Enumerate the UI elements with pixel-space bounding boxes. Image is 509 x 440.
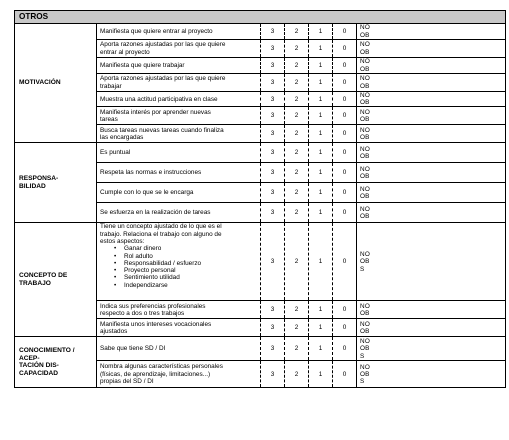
not-observed-option[interactable]	[357, 74, 506, 92]
score-option-2[interactable]: 2	[285, 74, 309, 92]
not-observed-option[interactable]	[357, 337, 506, 361]
score-option-0[interactable]: 0	[333, 319, 357, 337]
not-observed-line: NO	[360, 338, 370, 346]
category-label	[15, 337, 97, 388]
not-observed-line: NO	[360, 320, 370, 328]
aspect-list	[100, 245, 258, 289]
not-observed-option[interactable]	[357, 361, 506, 388]
not-observed-line: NO	[360, 92, 370, 99]
score-option-1[interactable]: 1	[309, 361, 333, 388]
category-label-line: TACIÓN DIS-	[19, 362, 59, 370]
not-observed-line: NO	[360, 165, 370, 173]
item-row	[15, 143, 506, 163]
item-description	[97, 74, 261, 92]
not-observed-option[interactable]	[357, 107, 506, 125]
not-observed-line: NO	[360, 251, 370, 259]
score-option-2[interactable]: 2	[285, 92, 309, 107]
not-observed-line: NO	[360, 363, 370, 371]
score-option-1[interactable]: 1	[309, 203, 333, 223]
score-option-0[interactable]: 0	[333, 40, 357, 58]
score-option-3[interactable]: 3	[261, 301, 285, 319]
item-description	[97, 40, 261, 58]
not-observed-line: OB	[360, 31, 370, 39]
score-option-2[interactable]: 2	[285, 319, 309, 337]
category-label-line: CONOCIMIENTO /	[19, 347, 75, 355]
not-observed-line: S	[360, 265, 365, 273]
score-option-0[interactable]: 0	[333, 301, 357, 319]
not-observed-line: NO	[360, 75, 370, 83]
item-text-line: estos aspectos:	[100, 238, 145, 245]
not-observed-option[interactable]	[357, 183, 506, 203]
not-observed-line: S	[360, 352, 365, 360]
item-text-line: Tiene un concepto ajustado de lo que es el	[100, 223, 222, 231]
score-option-3[interactable]: 3	[261, 337, 285, 361]
evaluation-sheet	[14, 10, 505, 388]
aspect-list-item: • Proyecto personal	[124, 267, 258, 274]
category-label-line: ACEP-	[19, 354, 40, 362]
item-text-line: Respeta las normas e instrucciones	[100, 169, 202, 177]
score-option-0[interactable]: 0	[333, 24, 357, 40]
item-description	[97, 163, 261, 183]
item-text-line: (físicas, de aprendizaje, limitaciones...)	[100, 370, 211, 378]
score-option-1[interactable]: 1	[309, 223, 333, 301]
category-label-line: CAPACIDAD	[19, 370, 59, 377]
score-option-0[interactable]: 0	[333, 203, 357, 223]
score-option-3[interactable]: 3	[261, 58, 285, 74]
score-option-2[interactable]: 2	[285, 40, 309, 58]
score-option-3[interactable]: 3	[261, 183, 285, 203]
item-text-line: Aporta razones ajustadas por las que quiere	[100, 41, 226, 49]
item-description	[97, 107, 261, 125]
item-row	[15, 24, 506, 40]
category-label-line: CONCEPTO DE	[19, 272, 68, 280]
score-option-1[interactable]: 1	[309, 74, 333, 92]
item-text-line: Manifiesta que quiere trabajar	[100, 61, 185, 69]
item-text-line: Aporta razones ajustadas por las que quiere	[100, 75, 226, 83]
not-observed-line: OB	[360, 133, 370, 141]
score-option-0[interactable]: 0	[333, 92, 357, 107]
item-row	[15, 337, 506, 361]
item-text-line: ajustados	[100, 327, 128, 335]
not-observed-line: OB	[360, 65, 370, 73]
score-option-2[interactable]: 2	[285, 203, 309, 223]
not-observed-option[interactable]	[357, 203, 506, 223]
category-label	[15, 24, 97, 143]
score-option-3[interactable]: 3	[261, 163, 285, 183]
not-observed-line: NO	[360, 126, 370, 134]
not-observed-option[interactable]	[357, 163, 506, 183]
score-option-3[interactable]: 3	[261, 143, 285, 163]
score-option-1[interactable]: 1	[309, 92, 333, 107]
category-label-line: RESPONSA-	[19, 175, 59, 183]
score-option-1[interactable]: 1	[309, 125, 333, 143]
score-option-3[interactable]: 3	[261, 125, 285, 143]
score-option-3[interactable]: 3	[261, 107, 285, 125]
score-option-0[interactable]: 0	[333, 143, 357, 163]
not-observed-line: OB	[360, 345, 370, 353]
score-option-2[interactable]: 2	[285, 163, 309, 183]
item-description	[97, 337, 261, 361]
category-label-line: MOTIVACIÓN	[19, 79, 61, 87]
score-option-0[interactable]: 0	[333, 74, 357, 92]
item-text-line: Busca tareas nuevas tareas cuando finaliza	[100, 126, 224, 134]
score-option-2[interactable]: 2	[285, 24, 309, 40]
score-option-2[interactable]: 2	[285, 58, 309, 74]
not-observed-option[interactable]	[357, 92, 506, 107]
category-label	[15, 223, 97, 337]
score-option-3[interactable]: 3	[261, 361, 285, 388]
not-observed-line: NO	[360, 302, 370, 310]
not-observed-line: OB	[360, 258, 370, 266]
score-option-3[interactable]: 3	[261, 203, 285, 223]
not-observed-line: OB	[360, 309, 370, 317]
score-option-2[interactable]: 2	[285, 107, 309, 125]
not-observed-option[interactable]	[357, 143, 506, 163]
not-observed-line: S	[360, 378, 365, 385]
not-observed-line: NO	[360, 41, 370, 49]
score-option-3[interactable]: 3	[261, 74, 285, 92]
category-label-line: BILIDAD	[19, 182, 46, 190]
item-description	[97, 223, 261, 301]
item-description	[97, 143, 261, 163]
item-text-line: Muestra una actitud participativa en clase	[100, 95, 218, 103]
score-option-1[interactable]: 1	[309, 107, 333, 125]
item-text-line: Es puntual	[100, 149, 131, 157]
not-observed-line: OB	[360, 82, 370, 90]
not-observed-option[interactable]	[357, 223, 506, 301]
not-observed-line: OB	[360, 327, 370, 335]
item-text-line: trabajar	[100, 82, 122, 90]
not-observed-option[interactable]	[357, 301, 506, 319]
aspect-list-item: • Responsabilidad / esfuerzo	[124, 260, 258, 267]
score-option-0[interactable]: 0	[333, 107, 357, 125]
score-option-2[interactable]: 2	[285, 223, 309, 301]
not-observed-line: OB	[360, 152, 370, 160]
not-observed-line: OB	[360, 192, 370, 200]
score-option-1[interactable]: 1	[309, 58, 333, 74]
item-row	[15, 223, 506, 301]
score-option-0[interactable]: 0	[333, 125, 357, 143]
item-description	[97, 319, 261, 337]
item-text-line: respecto a dos o tres trabajos	[100, 309, 185, 317]
score-option-2[interactable]: 2	[285, 143, 309, 163]
score-option-1[interactable]: 1	[309, 163, 333, 183]
score-option-3[interactable]: 3	[261, 40, 285, 58]
score-option-2[interactable]: 2	[285, 337, 309, 361]
not-observed-line: OB	[360, 115, 370, 123]
item-text-line: Cumple con lo que se le encarga	[100, 189, 194, 197]
not-observed-line: NO	[360, 24, 370, 32]
score-option-2[interactable]: 2	[285, 301, 309, 319]
item-description	[97, 125, 261, 143]
not-observed-option[interactable]	[357, 58, 506, 74]
not-observed-line: OB	[360, 99, 370, 107]
not-observed-line: OB	[360, 370, 370, 378]
item-description	[97, 58, 261, 74]
item-description	[97, 361, 261, 388]
not-observed-line: NO	[360, 108, 370, 116]
aspect-list-item: • Independizarse	[124, 282, 258, 289]
item-text-line: Nombra algunas características personales	[100, 363, 223, 371]
not-observed-line: NO	[360, 185, 370, 193]
score-option-0[interactable]: 0	[333, 337, 357, 361]
evaluation-table	[14, 10, 506, 388]
not-observed-option[interactable]	[357, 125, 506, 143]
item-text-line: Sabe que tiene SD / DI	[100, 345, 166, 353]
item-description	[97, 203, 261, 223]
item-description	[97, 301, 261, 319]
section-header-row	[15, 11, 506, 24]
score-option-0[interactable]: 0	[333, 163, 357, 183]
item-text-line: entrar al proyecto	[100, 48, 150, 56]
score-option-1[interactable]: 1	[309, 183, 333, 203]
score-option-1[interactable]: 1	[309, 319, 333, 337]
not-observed-line: OB	[360, 212, 370, 220]
item-text-line: Manifiesta interés por aprender nuevas	[100, 108, 211, 116]
score-option-1[interactable]: 1	[309, 301, 333, 319]
item-text-line: Se esfuerza en la realización de tareas	[100, 209, 211, 217]
aspect-list-item: • Rol adulto	[124, 253, 258, 260]
item-text-line: tareas	[100, 115, 118, 123]
not-observed-line: OB	[360, 172, 370, 180]
aspect-list-item: • Sentimiento utilidad	[124, 274, 258, 281]
item-description	[97, 92, 261, 107]
item-description	[97, 24, 261, 40]
item-text-line: Manifiesta que quiere entrar al proyecto	[100, 27, 213, 35]
score-option-1[interactable]: 1	[309, 24, 333, 40]
item-text-line: Indica sus preferencias profesionales	[100, 302, 206, 310]
score-option-3[interactable]: 3	[261, 223, 285, 301]
score-option-1[interactable]: 1	[309, 337, 333, 361]
score-option-3[interactable]: 3	[261, 319, 285, 337]
score-option-0[interactable]: 0	[333, 223, 357, 301]
category-label	[15, 143, 97, 223]
not-observed-line: NO	[360, 145, 370, 153]
score-option-0[interactable]: 0	[333, 58, 357, 74]
not-observed-option[interactable]	[357, 319, 506, 337]
not-observed-option[interactable]	[357, 24, 506, 40]
not-observed-option[interactable]	[357, 40, 506, 58]
score-option-2[interactable]: 2	[285, 183, 309, 203]
aspect-list-item: • Ganar dinero	[124, 245, 258, 252]
score-option-0[interactable]: 0	[333, 183, 357, 203]
not-observed-line: NO	[360, 205, 370, 213]
section-title: OTROS	[15, 11, 506, 24]
score-option-1[interactable]: 1	[309, 40, 333, 58]
score-option-2[interactable]: 2	[285, 125, 309, 143]
score-option-3[interactable]: 3	[261, 92, 285, 107]
category-label-line: TRABAJO	[19, 279, 51, 287]
item-text-line: las encargadas	[100, 133, 144, 141]
score-option-0[interactable]: 0	[333, 361, 357, 388]
score-option-3[interactable]: 3	[261, 24, 285, 40]
item-text-line: propias del SD / DI	[100, 378, 154, 386]
item-text-line: trabajo. Relaciona el trabajo con alguno de	[100, 230, 222, 238]
score-option-2[interactable]: 2	[285, 361, 309, 388]
not-observed-line: OB	[360, 48, 370, 56]
score-option-1[interactable]: 1	[309, 143, 333, 163]
item-text-line: Manifiesta unos intereses vocacionales	[100, 320, 212, 328]
item-description	[97, 183, 261, 203]
not-observed-line: NO	[360, 58, 370, 66]
